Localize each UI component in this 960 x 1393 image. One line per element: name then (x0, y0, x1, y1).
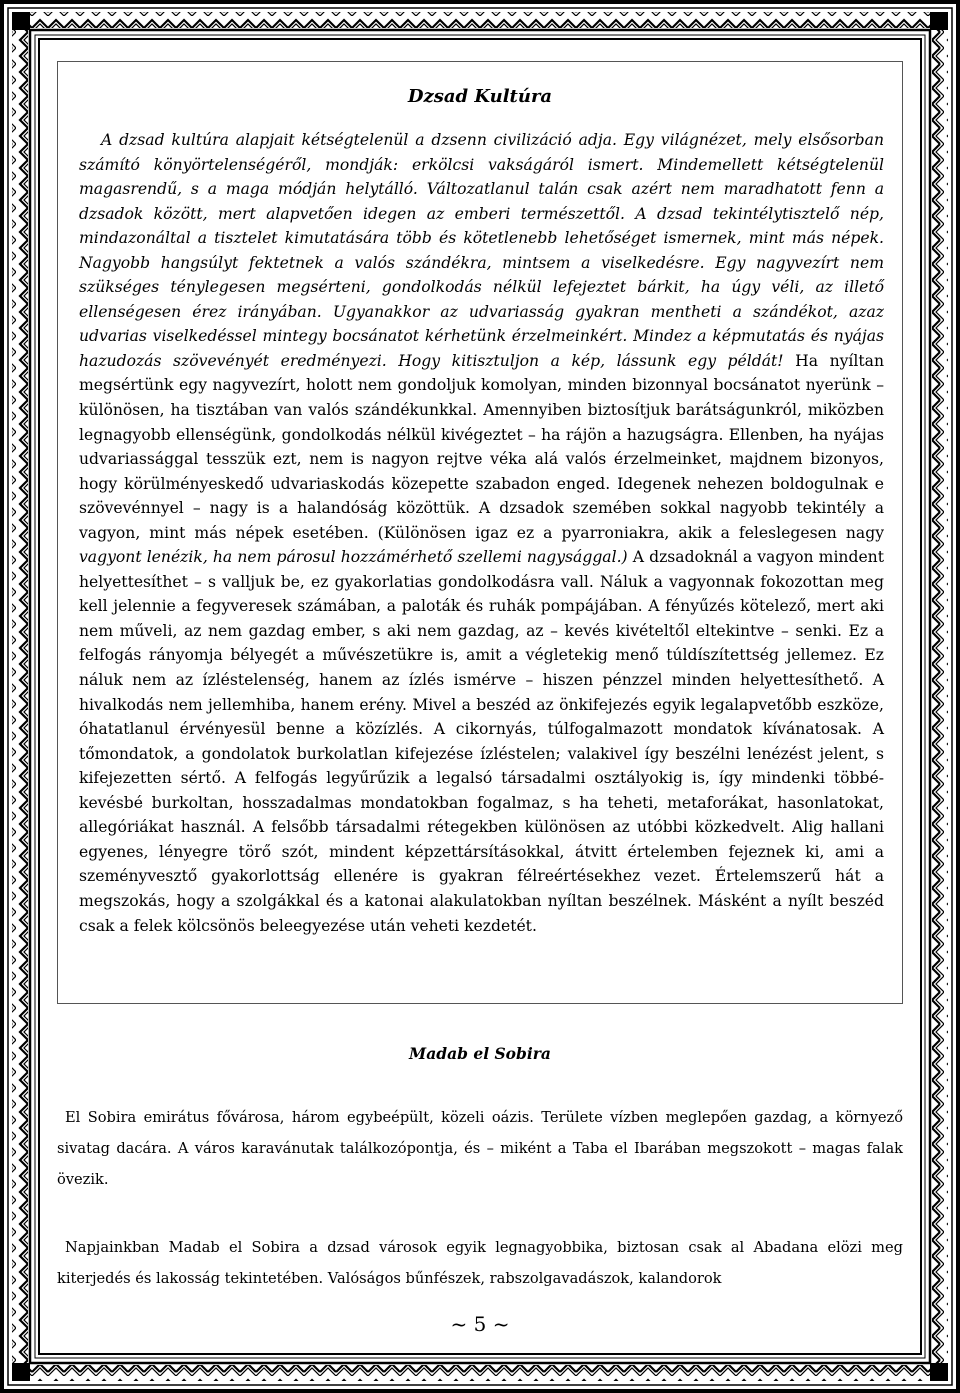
box-segment-1: A dzsad kultúra alapjait kétségtelenül a dzsenn civilizáció adja. Egy világnézet, mely elsősorban számító könyörtelenségéről, mondják: erkölcsi vakságáról ismert. Mindemellett kétségtelenül magasrendű, s a maga módján helytálló. Változatlanul talán csak azért nem maradhatott fenn a dzsadok között, mert alapvetően idegen az emberi természettől. A dzsad tekintélytisztelő nép, mindazonáltal a tisztelet kimutatására több és kötetlenebb lehetőséget ismernek, mint más népek. Nagyobb hangsúlyt fektetnek a valós szándékra, mintsem a viselkedésre. Egy nagyvezírt nem szükséges ténylegesen megsérteni, gondolkodás nélkül lefejeztet bárkit, ha úgy véli, az illető ellenségesen érez irányában. Ugyanakkor az udvariasság gyakran mentheti a szándékot, azaz udvarias viselkedéssel mintegy bocsánatot kérhetünk érzelmeinkért. Mindez a képmutatás és nyájas hazudozás szövevényét eredményezi. Hogy kitisztuljon a kép, lássunk egy példát! (79, 131, 884, 370)
section-paragraph-2: Napjainkban Madab el Sobira a dzsad városok egyik legnagyobbika, biztosan csak al Abadana elözi meg kiterjedés és lakosság tekintetében. Valóságos bűnfészek, rabszolgavadászok, kalandorok (57, 1239, 903, 1287)
box-segment-2: Ha nyíltan megsértünk egy nagyvezírt, holott nem gondoljuk komolyan, minden bizonnyal bocsánatot nyerünk – különösen, ha tisztában van valós szándékunkkal. Amennyiben biztosítjuk barátságunkról, miközben legnagyobb ellenségünk, gondolkodás nélkül kivégeztet – ha rájön a hazugságra. Ellenben, ha nyájas udvariassággal tesszük ezt, nem is nagyon rejtve véka alá valós érzelmeinket, majdnem bizonyos, hogy körülményeskedő udvariaskodás közepette szabadon enged. Idegenek nehezen boldogulnak e szövevénnyel – nagy is a halandóság közöttük. A dzsadok szemében sokkal nagyobb tekintély a vagyon, mint más népek esetében. (Különösen igaz ez a pyarroniakra, akik a feleslegesen nagy (79, 351, 884, 542)
culture-text-box (57, 61, 903, 1004)
section-title: Madab el Sobira (409, 1044, 551, 1063)
box-segment-3: vagyont lenézik, ha nem párosul hozzámérhető szellemi nagysággal.) (79, 548, 633, 567)
box-title: Dzsad Kultúra (407, 86, 553, 107)
page-number: ~ 5 ~ (450, 1312, 510, 1336)
box-segment-4: A dzsadoknál a vagyon mindent helyettesíthet – s valljuk be, ez gyakorlatias gondolkodásra vall. Náluk a vagyonnak fokozottan meg kell jelennie a fegyveresek számában, a paloták és ruhák pompájában. A fényűzés kötelező, mert aki nem műveli, az nem gazdag ember, s aki nem gazdag, az – kevés kivételtől eltekintve – senki. Ez a felfogás rányomja bélyegét a művészetükre is, amit a végletekig menő túldíszítettség jellemez. Ez náluk nem az ízléstelenség, hanem az ízlés ismérve – hiszen pénzzel minden helyettesíthető. A hivalkodás nem jellemhiba, hanem erény. Mivel a beszéd az önkifejezés egyik legalapvetőbb eszköze, óhatatlanul érvényesül benne a közízlés. A cikornyás, túlfogalmazott mondatok kívánatosak. A tőmondatok, a gondolatok burkolatlan kifejezése ízléstelen; valakivel így beszélni lenézést jelent, s kifejezetten sértő. A felfogás legyűrűzik a legalsó társadalmi osztályokig is, így mindenki többé-kevésbé burkoltan, hosszadalmas mondatokban fogalmaz, s ha teheti, metaforákat, hasonlatokat, allegóriákat használ. A felsőbb társadalmi rétegekben különösen az utóbbi közkedvelt. Alig hallani egyenes, lényegre törő szót, mindent képzettársításokkal, átvitt értelemben fejeznek ki, ami a szeményvesztő gyakorlottság ellenére is gyakran félreértésekhez vezet. Értelemszerű hát a megszokás, hogy a szolgákkal és a katonai alakulatokban nyíltan beszélnek. Másként a nyílt beszéd csak a felek kölcsönös beleegyezése után veheti kezdetét. (79, 548, 884, 935)
box-paragraph (79, 128, 884, 938)
section-paragraph-1: El Sobira emirátus fővárosa, három egybeépült, közeli oázis. Területe vízben meglepően gazdag, a környező sivatag dacára. A város karavánutak találkozópontja, és – miként a Taba el Ibarában megszokott – magas falak övezik. (57, 1109, 903, 1188)
box-body (79, 128, 884, 938)
